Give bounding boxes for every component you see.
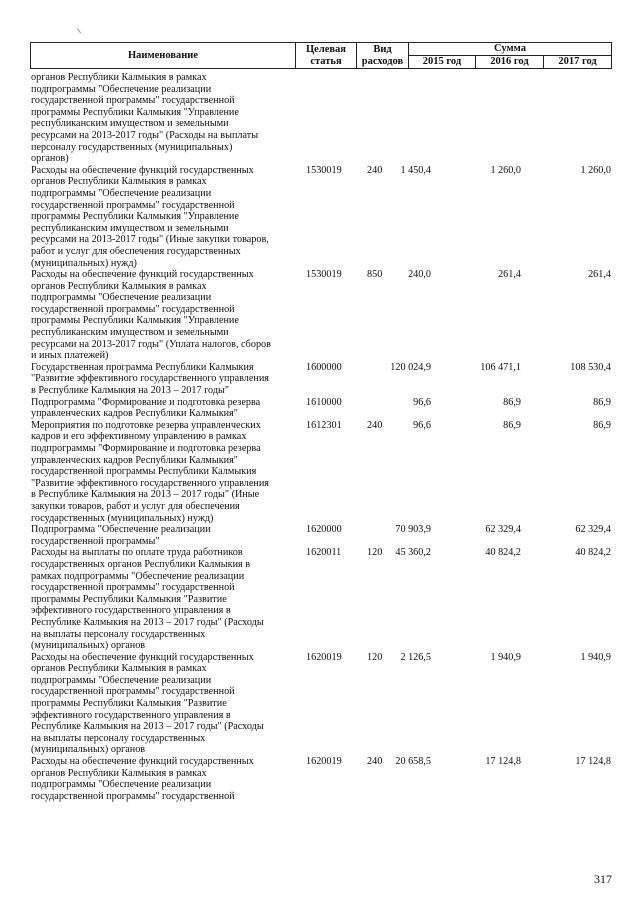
header-type: Вид расходов <box>357 43 409 69</box>
row-sum-2017: 40 824,2 <box>575 547 611 559</box>
row-sum-2015: 1 450,4 <box>400 164 431 176</box>
table-row <box>31 756 611 802</box>
row-name: Подпрограмма "Обеспечение реализации государственной программы" <box>31 524 211 547</box>
row-sum-2015: 120 024,9 <box>390 361 431 373</box>
row-name: Расходы на выплаты по оплате труда работников государственных органов Республики Калмыкия в рамках подпрограммы "Обеспечение реализации государственной программы" государственной программы Республики Калмыкия "Развитие эффективного государственного управления в Республике Калмыкия на 2013 – 2017 годы" (Расходы на выплаты персоналу государственных (муниципальных) органов <box>31 547 264 652</box>
row-sum-2015: 45 360,2 <box>395 547 431 559</box>
header-year: 2016 год <box>476 56 544 69</box>
row-sum-2016: 86,9 <box>503 396 521 408</box>
row-sum-2016: 1 260,0 <box>490 164 521 176</box>
row-sum-2016: 106 471,1 <box>480 361 521 373</box>
row-sum-2016: 17 124,8 <box>485 756 521 768</box>
header-year: 2017 год <box>544 56 612 69</box>
row-name: Мероприятия по подготовке резерва управленческих кадров и его эффективному управлению в рамках подпрограммы "Формирование и подготовка резерва управленческих кадров Республики Калмыкия" государственной программы Республики Калмыкия "Развитие эффективного государственного управления в Республике Калмыкия на 2013 – 2017 годы" (Иные закупки товаров, работ и услуг для обеспечения государственных (муниципальных) нужд) <box>31 419 269 524</box>
row-sum-2017: 17 124,8 <box>575 756 611 768</box>
row-sum-2016: 261,4 <box>498 269 521 281</box>
row-code: 1610000 <box>306 396 342 408</box>
row-code: 1530019 <box>306 269 342 281</box>
page-number: 317 <box>594 872 612 886</box>
row-sum-2017: 62 329,4 <box>575 524 611 536</box>
row-type: 240 <box>367 756 383 768</box>
row-sum-2015: 20 658,5 <box>395 756 431 768</box>
table-row <box>31 547 611 651</box>
row-name: органов Республики Калмыкия в рамках подпрограммы "Обеспечение реализации государственной программы" государственной программы Республики Калмыкия "Управление республиканским имуществом и земельными ресурсами на 2013-2017 годы" (Расходы на выплаты персоналу государственных (муниципальных) органов) <box>31 72 259 165</box>
row-sum-2017: 261,4 <box>588 269 611 281</box>
row-sum-2016: 1 940,9 <box>490 651 521 663</box>
row-sum-2016: 40 824,2 <box>485 547 521 559</box>
row-sum-2015: 2 126,5 <box>400 651 431 663</box>
row-type: 850 <box>367 269 383 281</box>
row-code: 1600000 <box>306 361 342 373</box>
row-name: Расходы на обеспечение функций государственных органов Республики Калмыкия в рамках подпрограммы "Обеспечение реализации государственной программы" государственной <box>31 756 254 802</box>
row-code: 1612301 <box>306 419 342 431</box>
row-code: 1620019 <box>306 651 342 663</box>
row-sum-2015: 240,0 <box>408 269 431 281</box>
row-name: Расходы на обеспечение функций государственных органов Республики Калмыкия в рамках подпрограммы "Обеспечение реализации государственной программы" государственной программы Республики Калмыкия "Управление республиканским имуществом и земельными ресурсами на 2013-2017 годы" (Иные закупки товаров, работ и услуг для обеспечения государственных (муниципальных) нужд) <box>31 164 269 269</box>
header-year: 2015 год <box>409 56 476 69</box>
row-sum-2017: 1 260,0 <box>580 164 611 176</box>
header-target: Целевая статья <box>296 43 357 69</box>
header-sum: Сумма <box>409 43 612 56</box>
row-name: Подпрограмма "Формирование и подготовка резерва управленческих кадров Республики Калмыкия" <box>31 396 261 420</box>
table-row <box>31 397 611 420</box>
row-sum-2015: 70 903,9 <box>395 524 431 536</box>
row-sum-2017: 86,9 <box>593 419 611 431</box>
row-type: 120 <box>367 651 383 663</box>
row-sum-2016: 86,9 <box>503 419 521 431</box>
scan-mark <box>77 25 86 34</box>
row-code: 1620019 <box>306 756 342 768</box>
row-code: 1530019 <box>306 164 342 176</box>
table-body <box>31 72 611 802</box>
table-row <box>31 165 611 269</box>
row-code: 1620011 <box>306 547 342 559</box>
row-sum-2017: 86,9 <box>593 396 611 408</box>
row-name: Государственная программа Республики Калмыкия "Развитие эффективного государственного управления в Республике Калмыкия на 2013 – 2017 годы" <box>31 361 269 397</box>
row-sum-2015: 96,6 <box>413 396 431 408</box>
row-sum-2017: 108 530,4 <box>570 361 611 373</box>
row-type: 120 <box>367 547 383 559</box>
header-name: Наименование <box>31 43 296 69</box>
row-sum-2015: 96,6 <box>413 419 431 431</box>
table-row <box>31 652 611 756</box>
row-type: 240 <box>367 419 383 431</box>
row-type: 240 <box>367 164 383 176</box>
table-row <box>31 524 611 547</box>
table-row <box>31 269 611 362</box>
table-row <box>31 420 611 524</box>
row-code: 1620000 <box>306 524 342 536</box>
table-header <box>30 42 612 69</box>
row-name: Расходы на обеспечение функций государственных органов Республики Калмыкия в рамках подпрограммы "Обеспечение реализации государственной программы" государственной программы Республики Калмыкия "Управление республиканским имуществом и земельными ресурсами на 2013-2017 годы" (Уплата налогов, сборов и иных платежей) <box>31 269 271 362</box>
row-name: Расходы на обеспечение функций государственных органов Республики Калмыкия в рамках подпрограммы "Обеспечение реализации государственной программы" государственной программы Республики Калмыкия "Развитие эффективного государственного управления в Республике Калмыкия на 2013 – 2017 годы" (Расходы на выплаты персоналу государственных (муниципальных) органов <box>31 651 264 756</box>
table-row <box>31 72 611 165</box>
table-row <box>31 362 611 397</box>
row-sum-2016: 62 329,4 <box>485 524 521 536</box>
row-sum-2017: 1 940,9 <box>580 651 611 663</box>
